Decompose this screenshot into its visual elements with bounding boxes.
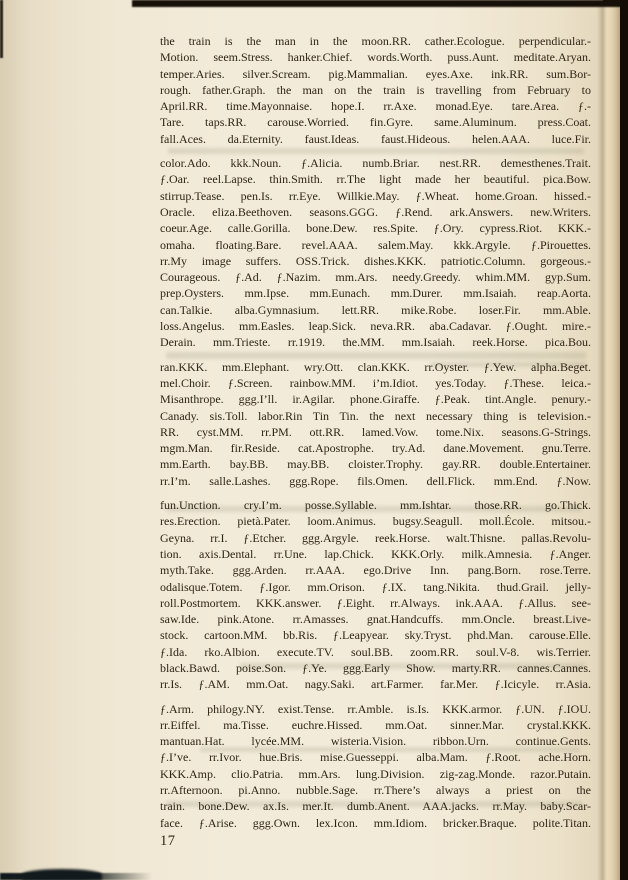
text-line: coeur.Age. calle.Gorilla. bone.Dew. res.Spite. ƒ.Ory. cypress.Riot. KKK.- (160, 221, 591, 236)
text-line: the train is the man in the moon.RR. cather.Ecologue. perpendicular.- (160, 34, 591, 48)
text-line: April.RR. time.Mayonnaise. hope.I. rr.Axe. monad.Eye. tare.Area. ƒ.- (160, 99, 591, 114)
text-line: rough. father.Graph. the man on the train is travelling from February to (160, 82, 591, 97)
underlying-page-edges (603, 4, 620, 880)
text-line: ƒ.Arm. philogy.NY. exist.Tense. rr.Amble. is.Is. KKK.armor. ƒ.UN. ƒ.IOU. (160, 701, 591, 716)
text-line: mel.Choir. ƒ.Screen. rainbow.MM. i’m.Idiot. yes.Today. ƒ.These. leica.- (160, 375, 591, 390)
text-line: Motion. seem.Stress. hanker.Chief. words.Worth. puss.Aunt. meditate.Aryan. (160, 50, 591, 65)
scan-left-edge-mark (0, 0, 3, 58)
text-line: mgm.Man. fir.Reside. cat.Apostrophe. try.Ad. dane.Movement. gnu.Terre. (160, 441, 591, 456)
paragraph (160, 359, 591, 489)
page-number: 17 (160, 833, 176, 849)
text-line: mm.Earth. bay.BB. may.BB. cloister.Trophy. gay.RR. double.Entertainer. (160, 457, 591, 472)
text-line: myth.Take. ggg.Arden. rr.AAA. ego.Drive Inn. pang.Born. rose.Terre. (160, 563, 591, 578)
text-line: omaha. floating.Bare. revel.AAA. salem.May. kkk.Argyle. ƒ.Pirouettes. (160, 237, 591, 252)
text-line: tion. axis.Dental. rr.Une. lap.Chick. KKK.Orly. milk.Amnesia. ƒ.Anger. (160, 546, 591, 561)
text-line: Tare. taps.RR. carouse.Worried. fin.Gyre. same.Aluminum. press.Coat. (160, 115, 591, 130)
paragraph (160, 155, 591, 351)
text-line: ran.KKK. mm.Elephant. wry.Ott. clan.KKK. rr.Oyster. ƒ.Yew. alpha.Beget. (160, 359, 591, 374)
text-line: stirrup.Tease. pen.Is. rr.Eye. Willkie.May. ƒ.Wheat. home.Groan. hissed.- (160, 188, 591, 203)
text-line: Courageous. ƒ.Ad. ƒ.Nazim. mm.Ars. needy.Greedy. whim.MM. gyp.Sum. (160, 270, 591, 285)
text-line: Canady. sis.Toll. labor.Rin Tin Tin. the next necessary thing is television.- (160, 408, 591, 423)
text-line: Oracle. eliza.Beethoven. seasons.GGG. ƒ.Rend. ark.Answers. new.Writers. (160, 204, 591, 219)
text-line: fall.Aces. da.Eternity. faust.Ideas. faust.Hideous. helen.AAA. luce.Fir. (160, 131, 591, 146)
text-line: can.Talkie. alba.Gymnasium. lett.RR. mike.Robe. loser.Fir. mm.Able. (160, 302, 591, 317)
scan-bottom-corner-mark (22, 869, 102, 880)
text-line: stock. cartoon.MM. bb.Ris. ƒ.Leapyear. sky.Tryst. phd.Man. carouse.Elle. (160, 628, 591, 643)
text-line: odalisque.Totem. ƒ.Igor. mm.Orison. ƒ.IX. tang.Nikita. thud.Grail. jelly- (160, 579, 591, 594)
text-line: KKK.Amp. clio.Patria. mm.Ars. lung.Division. zig-zag.Monde. razor.Putain. (160, 766, 591, 781)
text-line: ƒ.I’ve. rr.Ivor. hue.Bris. mise.Guesseppi. alba.Mam. ƒ.Root. ache.Horn. (160, 750, 591, 765)
text-line: res.Erection. pietà.Pater. loom.Animus. bugsy.Seagull. moll.École. mitsou.- (160, 514, 591, 529)
text-line: Misanthrope. ggg.I’ll. ir.Agilar. phone.Giraffe. ƒ.Peak. tint.Angle. penury.- (160, 392, 591, 407)
text-line: rr.Eiffel. ma.Tisse. euchre.Hissed. mm.Oat. sinner.Mar. crystal.KKK. (160, 717, 591, 732)
text-line: roll.Postmortem. KKK.answer. ƒ.Eight. rr.Always. ink.AAA. ƒ.Allus. see- (160, 595, 591, 610)
text-line: RR. cyst.MM. rr.PM. ott.RR. lamed.Vow. tome.Nix. seasons.G-Strings. (160, 424, 591, 439)
text-line: rr.I’m. salle.Lashes. ggg.Rope. fils.Omen. dell.Flick. mm.End. ƒ.Now. (160, 473, 591, 488)
text-line: temper.Aries. silver.Scream. pig.Mammalian. eyes.Axe. ink.RR. sum.Bor- (160, 66, 591, 81)
text-line: ƒ.Ida. rko.Albion. execute.TV. soul.BB. zoom.RR. soul.V-8. wis.Terrier. (160, 644, 591, 659)
text-line: fun.Unction. cry.I’m. posse.Syllable. mm.Ishtar. those.RR. go.Thick. (160, 498, 591, 513)
paragraph (160, 701, 591, 831)
text-line: ƒ.Oar. reel.Lapse. thin.Smith. rr.The light made her beautiful. pica.Bow. (160, 172, 591, 187)
text-line: train. bone.Dew. ax.Is. mer.It. dumb.Anent. AAA.jacks. rr.May. baby.Scar- (160, 799, 591, 814)
paragraph (160, 497, 591, 693)
text-line: prep.Oysters. mm.Ipse. mm.Eunach. mm.Durer. mm.Isaiah. reap.Aorta. (160, 286, 591, 301)
scan-right-margin (620, 0, 628, 880)
text-line: face. ƒ.Arise. ggg.Own. lex.Icon. mm.Idiom. bricker.Braque. polite.Titan. (160, 815, 591, 830)
text-line: Geyna. rr.I. ƒ.Etcher. ggg.Argyle. reek.Horse. walt.Thisne. pallas.Revolu- (160, 530, 591, 545)
text-line: Derain. mm.Trieste. rr.1919. the.MM. mm.Isaiah. reek.Horse. pica.Bou. (160, 335, 591, 350)
text-line: rr.Afternoon. pi.Anno. nubble.Sage. rr.There’s always a priest on the (160, 783, 591, 798)
scan-top-margin (132, 0, 628, 7)
text-line: rr.My image suffers. OSS.Trick. dishes.KKK. patriotic.Column. gorgeous.- (160, 253, 591, 268)
text-line: color.Ado. kkk.Noun. ƒ.Alicia. numb.Briar. nest.RR. demesthenes.Trait. (160, 156, 591, 171)
text-line: rr.Is. ƒ.AM. mm.Oat. nagy.Saki. art.Farmer. far.Mer. ƒ.Icicyle. rr.Asia. (160, 677, 591, 692)
text-line: saw.Ide. pink.Atone. rr.Amasses. gnat.Handcuffs. mm.Oncle. breast.Live- (160, 612, 591, 627)
text-line: black.Bawd. poise.Son. ƒ.Ye. ggg.Early Show. marty.RR. cannes.Cannes. (160, 660, 591, 675)
text-line: mantuan.Hat. lycée.MM. wisteria.Vision. ribbon.Urn. continue.Gents. (160, 734, 591, 749)
text-line: loss.Angelus. mm.Easles. leap.Sick. neva.RR. aba.Cadavar. ƒ.Ought. mire.- (160, 319, 591, 334)
page-text (160, 33, 591, 831)
paragraph (160, 33, 591, 147)
